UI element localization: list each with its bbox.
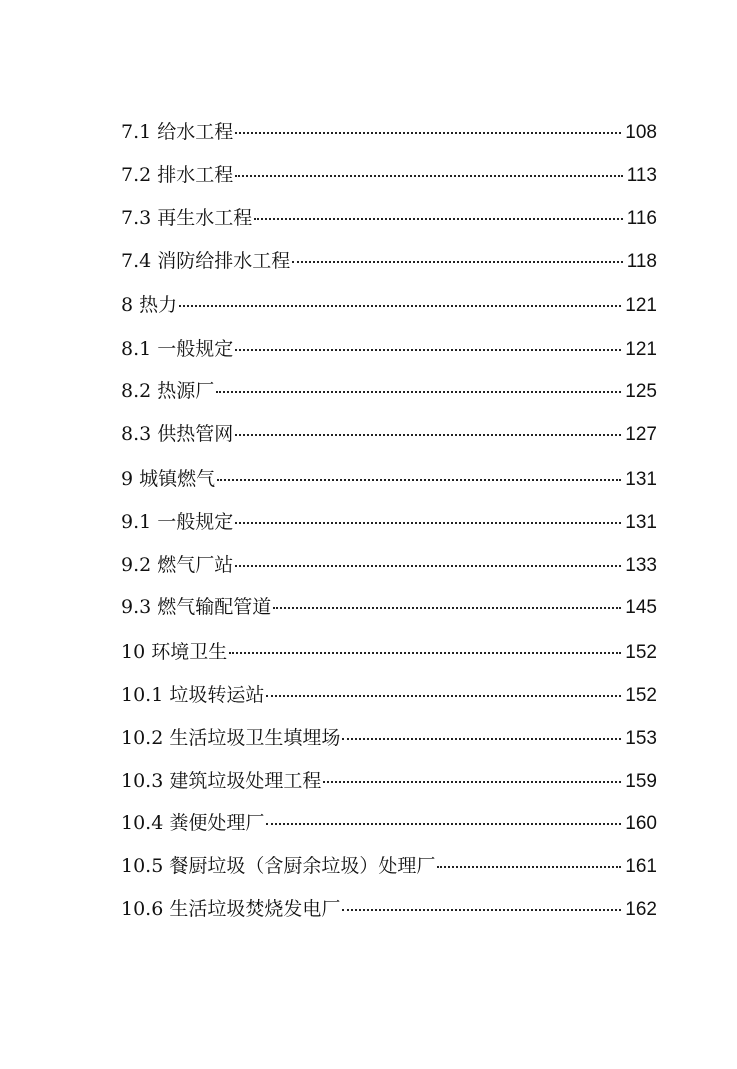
toc-entry-page: 127: [625, 424, 657, 445]
toc-dot-leader: [235, 522, 621, 524]
toc-entry-title: 7.4 消防给排水工程: [121, 250, 291, 272]
toc-dot-leader: [254, 218, 622, 220]
toc-entry[interactable]: [121, 894, 657, 924]
toc-entry-title: 10.4 粪便处理厂: [121, 812, 265, 834]
toc-entry-title: 10 环境卫生: [121, 641, 228, 663]
toc-dot-leader: [235, 132, 621, 134]
toc-entry-page: 131: [625, 512, 657, 533]
toc-dot-leader: [216, 391, 621, 393]
toc-entry-page: 152: [625, 685, 657, 706]
toc-entry-title: 10.3 建筑垃圾处理工程: [121, 770, 322, 792]
toc-entry[interactable]: [121, 203, 657, 233]
toc-entry-title: 10.6 生活垃圾焚烧发电厂: [121, 898, 341, 920]
toc-dot-leader: [229, 652, 621, 654]
toc-entry-page: 121: [625, 339, 657, 360]
toc-entry-page: 118: [626, 251, 657, 272]
toc-dot-leader: [235, 175, 622, 177]
toc-entry[interactable]: [121, 464, 657, 494]
toc-entry-page: 125: [625, 381, 657, 402]
toc-entry-title: 7.3 再生水工程: [121, 207, 253, 229]
toc-entry[interactable]: [121, 723, 657, 753]
toc-entry-title: 9.3 燃气输配管道: [121, 596, 272, 618]
toc-entry-page: 160: [625, 813, 657, 834]
toc-entry[interactable]: [121, 246, 657, 276]
toc-dot-leader: [235, 434, 621, 436]
toc-entry-page: 159: [625, 771, 657, 792]
toc-entry-title: 9.2 燃气厂站: [121, 554, 234, 576]
toc-entry-page: 133: [625, 555, 657, 576]
toc-entry-title: 10.1 垃圾转运站: [121, 684, 265, 706]
toc-entry-page: 161: [625, 856, 657, 877]
toc-dot-leader: [323, 781, 621, 783]
toc-entry[interactable]: [121, 334, 657, 364]
toc-entry-title: 9 城镇燃气: [121, 468, 216, 490]
toc-entry[interactable]: [121, 851, 657, 881]
toc-entry[interactable]: [121, 680, 657, 710]
toc-entry-title: 7.2 排水工程: [121, 164, 234, 186]
toc-dot-leader: [235, 349, 621, 351]
toc-entry-title: 10.5 餐厨垃圾（含厨余垃圾）处理厂: [121, 855, 436, 877]
toc-dot-leader: [266, 823, 621, 825]
toc-entry-title: 7.1 给水工程: [121, 121, 234, 143]
toc-dot-leader: [437, 866, 621, 868]
toc-dot-leader: [342, 909, 621, 911]
toc-entry[interactable]: [121, 419, 657, 449]
toc-entry-page: 153: [625, 728, 657, 749]
toc-dot-leader: [292, 261, 622, 263]
toc-entry[interactable]: [121, 507, 657, 537]
toc-entry-page: 131: [625, 469, 657, 490]
toc-entry[interactable]: [121, 550, 657, 580]
toc-entry-page: 121: [625, 295, 657, 316]
toc-dot-leader: [266, 695, 621, 697]
toc-entry[interactable]: [121, 117, 657, 147]
toc-dot-leader: [179, 305, 621, 307]
toc-entry-title: 8.2 热源厂: [121, 380, 215, 402]
toc-entry-title: 8 热力: [121, 294, 178, 316]
toc-entry-title: 9.1 一般规定: [121, 511, 234, 533]
toc-entry[interactable]: [121, 592, 657, 622]
toc-entry-page: 162: [625, 899, 657, 920]
toc-entry-title: 8.3 供热管网: [121, 423, 234, 445]
toc-entry-title: 8.1 一般规定: [121, 338, 234, 360]
toc-entry-page: 152: [625, 642, 657, 663]
toc-entry-page: 113: [626, 165, 657, 186]
toc-entry-page: 116: [626, 208, 657, 229]
toc-entry[interactable]: [121, 160, 657, 190]
toc-dot-leader: [342, 738, 621, 740]
toc-entry[interactable]: [121, 376, 657, 406]
toc-entry[interactable]: [121, 637, 657, 667]
toc-dot-leader: [235, 565, 621, 567]
toc-entry[interactable]: [121, 290, 657, 320]
toc-dot-leader: [273, 607, 621, 609]
toc-entry-page: 108: [625, 122, 657, 143]
toc-dot-leader: [217, 479, 621, 481]
toc-entry[interactable]: [121, 808, 657, 838]
toc-entry-page: 145: [625, 597, 657, 618]
toc-entry-title: 10.2 生活垃圾卫生填埋场: [121, 727, 341, 749]
toc-entry[interactable]: [121, 766, 657, 796]
